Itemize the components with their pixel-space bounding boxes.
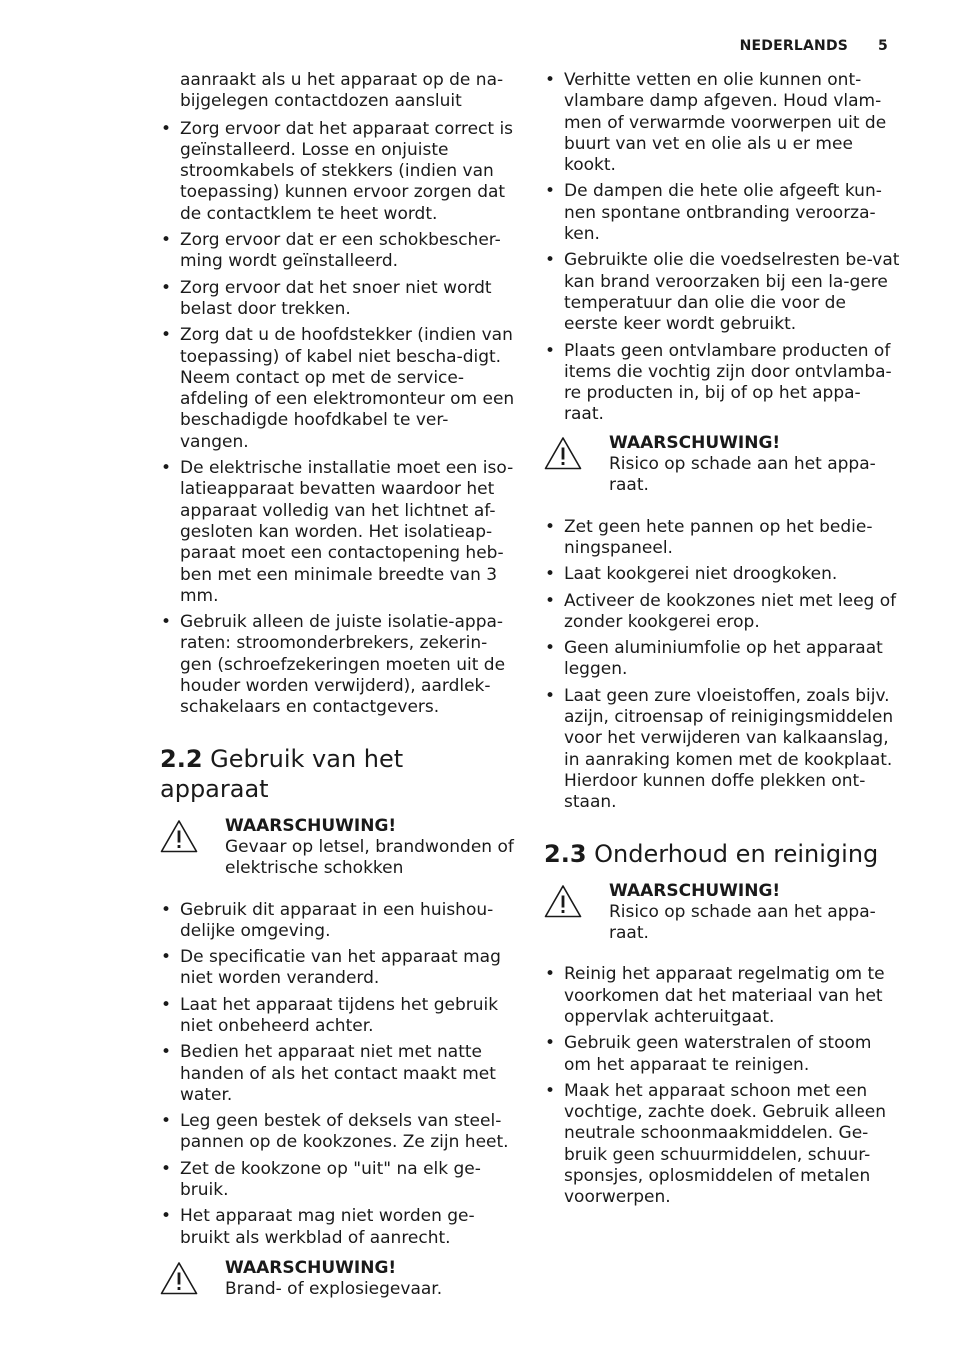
warning-triangle-icon [544,436,582,470]
warning-title: WAARSCHUWING! [609,880,781,901]
list-item: • De elektrische installatie moet een iso-latieapparaat bevatten waardoor het apparaat volledig van het lichtnet af-gesloten kan worden. Het isolatieap-paraat moet een contactopening heb-ben met een minimale breedte van 3 mm. [160,458,516,607]
list-item: • Zorg ervoor dat het snoer niet wordt belast door trekken. [160,278,516,321]
list-item: • Gebruikte olie die voedselresten be-vat kan brand veroorzaken bij een la-gere temperatuur dan olie die voor de eerste keer wordt gebruikt. [544,250,900,335]
safety-list [160,119,516,719]
warning-block [544,881,900,945]
page-number: 5 [878,38,888,54]
warning-text: Gevaar op letsel, brandwonden of elektrische schokken [225,836,514,879]
list-item: • Bedien het apparaat niet met natte handen of als het contact maakt met water. [160,1042,516,1106]
hob-use-list [544,517,900,814]
list-item: • Zorg ervoor dat er een schokbescher-ming wordt geïnstalleerd. [160,230,516,273]
list-item: • Het apparaat mag niet worden ge-bruikt als werkblad of aanrecht. [160,1206,516,1249]
section-heading-2-3 [544,839,900,869]
section-title: Gebruik van het apparaat [160,744,404,803]
list-item: • Zet de kookzone op "uit" na elk ge-bruik. [160,1159,516,1202]
warning-triangle-icon [160,1261,198,1295]
page-header [740,38,888,54]
list-item: • Verhitte vetten en olie kunnen ont-vlambare damp afgeven. Houd vlam-men of verwarmde voorwerpen uit de buurt van vet en olie als u er mee kookt. [544,70,900,176]
right-column [544,70,900,1214]
list-item: • Gebruik dit apparaat in een huishou-delijke omgeving. [160,900,516,943]
warning-title: WAARSCHUWING! [225,1257,397,1278]
list-item: • Plaats geen ontvlambare producten of items die vochtig zijn door ontvlamba-re producten in, bij of op het appa-raat. [544,341,900,426]
list-item: • Laat kookgerei niet droogkoken. [544,564,900,585]
section-number: 2.2 [160,744,203,773]
list-item: • Zet geen hete pannen op het bedie-ningspaneel. [544,517,900,560]
warning-triangle-icon [160,819,198,853]
list-item: • Laat het apparaat tijdens het gebruik niet onbeheerd achter. [160,995,516,1038]
left-column [160,70,516,1301]
list-item: • Maak het apparaat schoon met een vochtige, zachte doek. Gebruik alleen neutrale schoonmaakmiddelen. Ge-bruik geen schuurmiddelen, schuur-sponsjes, oplosmiddelen of metalen voorwerpen. [544,1081,900,1209]
warning-block [160,816,516,880]
list-item: • Zorg ervoor dat het apparaat correct is geïnstalleerd. Losse en onjuiste stroomkabels of stekkers (indien van toepassing) kunnen ervoor zorgen dat de contactklem te heet wordt. [160,119,516,225]
section-number: 2.3 [544,839,587,868]
list-item: • De dampen die hete olie afgeeft kun-nen spontane ontbranding veroorza-ken. [544,181,900,245]
list-item: • Activeer de kookzones niet met leeg of zonder kookgerei erop. [544,591,900,634]
list-item: • Gebruik alleen de juiste isolatie-appa-raten: stroomonderbrekers, zekerin-gen (schroefzekeringen moeten uit de houder worden verwijderd), aardlek-schakelaars en contactgevers. [160,612,516,718]
list-item: • Zorg dat u de hoofdstekker (indien van toepassing) of kabel niet bescha-digt. Neem contact op met de service-afdeling of een elektromonteur om een beschadigde hoofdkabel te ver-vangen. [160,325,516,453]
warning-title: WAARSCHUWING! [225,815,397,836]
warning-text: Risico op schade aan het appa-raat. [609,454,876,496]
usage-list [160,900,516,1249]
section-heading-2-2 [160,744,516,804]
list-item: • De specificatie van het apparaat mag niet worden veranderd. [160,947,516,990]
oil-safety-list [544,70,900,426]
warning-block [160,1258,516,1301]
continuation-text: aanraakt als u het apparaat op de na-bijgelegen contactdozen aansluit [180,70,504,112]
list-item: • Reinig het apparaat regelmatig om te voorkomen dat het materiaal van het oppervlak achteruitgaat. [544,964,900,1028]
warning-text: Risico op schade aan het appa-raat. [609,901,876,944]
section-title: Onderhoud en reiniging [594,839,879,868]
warning-title: WAARSCHUWING! [609,432,781,453]
warning-text: Brand- of explosiegevaar. [225,1279,443,1300]
list-item: • Gebruik geen waterstralen of stoom om het apparaat te reinigen. [544,1033,900,1076]
warning-triangle-icon [544,884,582,918]
list-item: • Geen aluminiumfolie op het apparaat leggen. [544,638,900,681]
cleaning-list [544,964,900,1208]
list-item: • Laat geen zure vloeistoffen, zoals bijv. azijn, citroensap of reinigingsmiddelen voor het verwijderen van kalkaanslag, in aanraking komen met de kookplaat. Hierdoor kunnen doffe plekken ont-staan. [544,686,900,814]
warning-block [544,433,900,497]
header-language: NEDERLANDS [739,38,849,54]
list-item: • Leg geen bestek of deksels van steel-pannen op de kookzones. Ze zijn heet. [160,1111,516,1154]
